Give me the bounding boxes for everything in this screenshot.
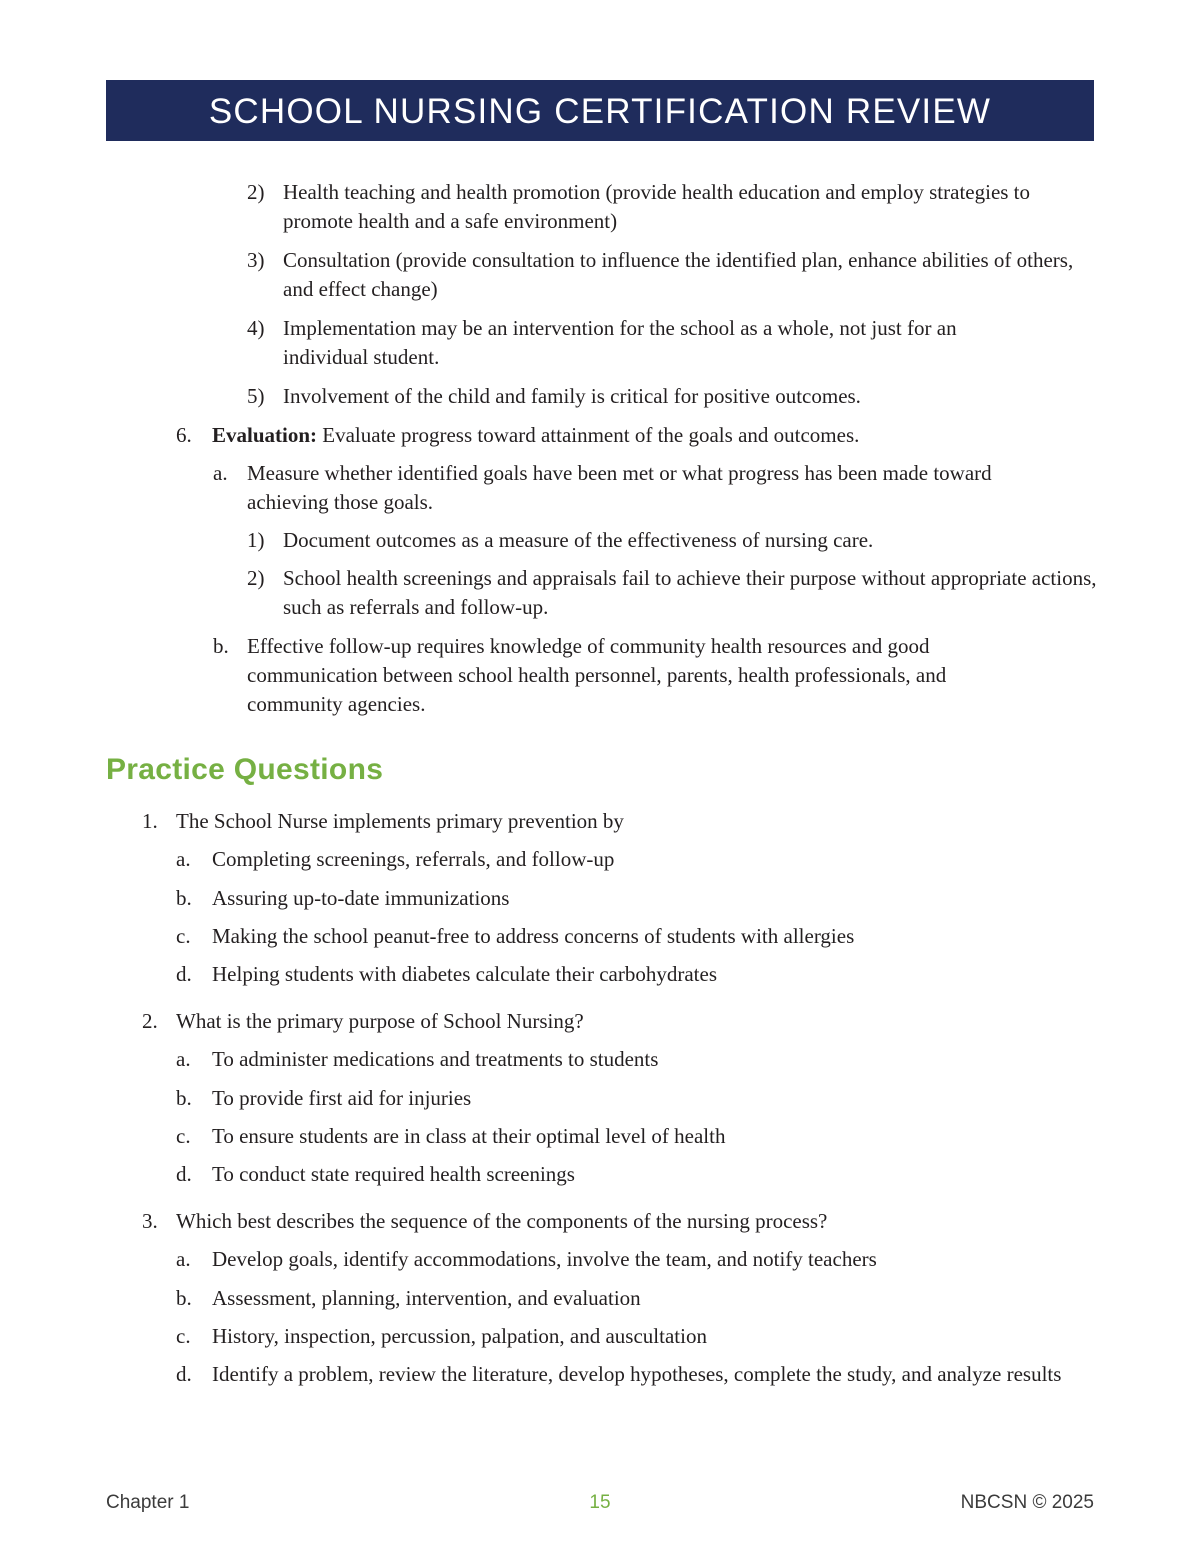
item-text: School health screenings and appraisals fail to achieve their purpose without appropriate actions, such as referrals and follow-up.: [283, 566, 1097, 619]
option-text: Helping students with diabetes calculate their carbohydrates: [212, 962, 717, 986]
option-letter: b.: [176, 886, 192, 910]
item-number: 5): [247, 384, 265, 408]
answer-option: [176, 1045, 1092, 1074]
option-text: Assessment, planning, intervention, and evaluation: [212, 1286, 641, 1310]
item-number: 4): [247, 316, 265, 340]
item-text: Measure whether identified goals have been met or what progress has been made toward achieving those goals.: [247, 461, 992, 514]
question-number: 3.: [142, 1209, 158, 1233]
option-text: Identify a problem, review the literature, develop hypotheses, complete the study, and analyze results: [212, 1362, 1062, 1386]
item-text: Implementation may be an intervention for the school as a whole, not just for an individual student.: [283, 316, 957, 369]
answer-option: [176, 884, 1092, 913]
answer-option: [176, 1160, 1092, 1189]
option-letter: b.: [176, 1286, 192, 1310]
option-letter: a.: [176, 1047, 191, 1071]
evaluation-item: [176, 421, 1092, 450]
option-letter: c.: [176, 1324, 191, 1348]
item-number: 6.: [176, 423, 192, 447]
evaluation-text: Evaluate progress toward attainment of the goals and outcomes.: [317, 423, 860, 447]
item-text: Involvement of the child and family is critical for positive outcomes.: [283, 384, 861, 408]
option-text: To administer medications and treatments to students: [212, 1047, 659, 1071]
list-item: [247, 564, 1098, 622]
option-letter: a.: [176, 847, 191, 871]
option-letter: d.: [176, 1362, 192, 1386]
question-number: 2.: [142, 1009, 158, 1033]
answer-option: [176, 922, 1092, 951]
item-text: Effective follow-up requires knowledge of community health resources and good communication between school health personnel, parents, health professionals, and community agencies.: [247, 634, 947, 716]
answer-option: [176, 1122, 1092, 1151]
option-letter: d.: [176, 962, 192, 986]
option-text: Develop goals, identify accommodations, involve the team, and notify teachers: [212, 1247, 877, 1271]
section-heading: Practice Questions: [106, 753, 384, 786]
item-text: Consultation (provide consultation to influence the identified plan, enhance abilities of others, and effect change): [283, 248, 1074, 301]
question-text: Which best describes the sequence of the components of the nursing process?: [176, 1209, 828, 1233]
option-text: Completing screenings, referrals, and follow-up: [212, 847, 615, 871]
answer-option: [176, 1084, 1092, 1113]
item-text: Health teaching and health promotion (provide health education and employ strategies to promote health and a safe environment): [283, 180, 1031, 233]
question: [142, 1207, 1076, 1236]
question: [142, 807, 1076, 836]
list-item: [247, 246, 1098, 304]
list-item: [247, 526, 1098, 555]
page-number: 15: [589, 1492, 611, 1513]
evaluation-term: Evaluation:: [212, 423, 318, 447]
question-number: 1.: [142, 809, 158, 833]
list-item: [213, 632, 1027, 719]
item-letter: a.: [213, 461, 228, 485]
option-letter: a.: [176, 1247, 191, 1271]
answer-option: [176, 1322, 1092, 1351]
list-item: [247, 382, 1098, 411]
item-number: 2): [247, 566, 265, 590]
footer-chapter: Chapter 1: [106, 1492, 190, 1513]
list-item: [247, 314, 1043, 372]
option-text: History, inspection, percussion, palpation, and auscultation: [212, 1324, 707, 1348]
answer-option: [176, 1360, 1082, 1389]
question-text: What is the primary purpose of School Nursing?: [176, 1009, 584, 1033]
question-text: The School Nurse implements primary prevention by: [176, 809, 624, 833]
option-letter: d.: [176, 1162, 192, 1186]
answer-option: [176, 960, 1092, 989]
answer-option: [176, 845, 1092, 874]
option-letter: c.: [176, 1124, 191, 1148]
document-title: SCHOOL NURSING CERTIFICATION REVIEW: [208, 91, 992, 131]
option-text: Assuring up-to-date immunizations: [212, 886, 510, 910]
item-letter: b.: [213, 634, 229, 658]
answer-option: [176, 1284, 1092, 1313]
option-letter: c.: [176, 924, 191, 948]
list-item: [247, 178, 1098, 236]
item-number: 3): [247, 248, 265, 272]
footer-copyright: NBCSN © 2025: [960, 1492, 1094, 1513]
option-text: To conduct state required health screenings: [212, 1162, 575, 1186]
header-banner: [106, 80, 1094, 141]
option-letter: b.: [176, 1086, 192, 1110]
list-item: [213, 459, 1057, 517]
question: [142, 1007, 1076, 1036]
item-number: 1): [247, 528, 265, 552]
item-number: 2): [247, 180, 265, 204]
option-text: To ensure students are in class at their optimal level of health: [212, 1124, 726, 1148]
option-text: Making the school peanut-free to address concerns of students with allergies: [212, 924, 855, 948]
item-text: Document outcomes as a measure of the effectiveness of nursing care.: [283, 528, 874, 552]
answer-option: [176, 1245, 1092, 1274]
option-text: To provide first aid for injuries: [212, 1086, 472, 1110]
